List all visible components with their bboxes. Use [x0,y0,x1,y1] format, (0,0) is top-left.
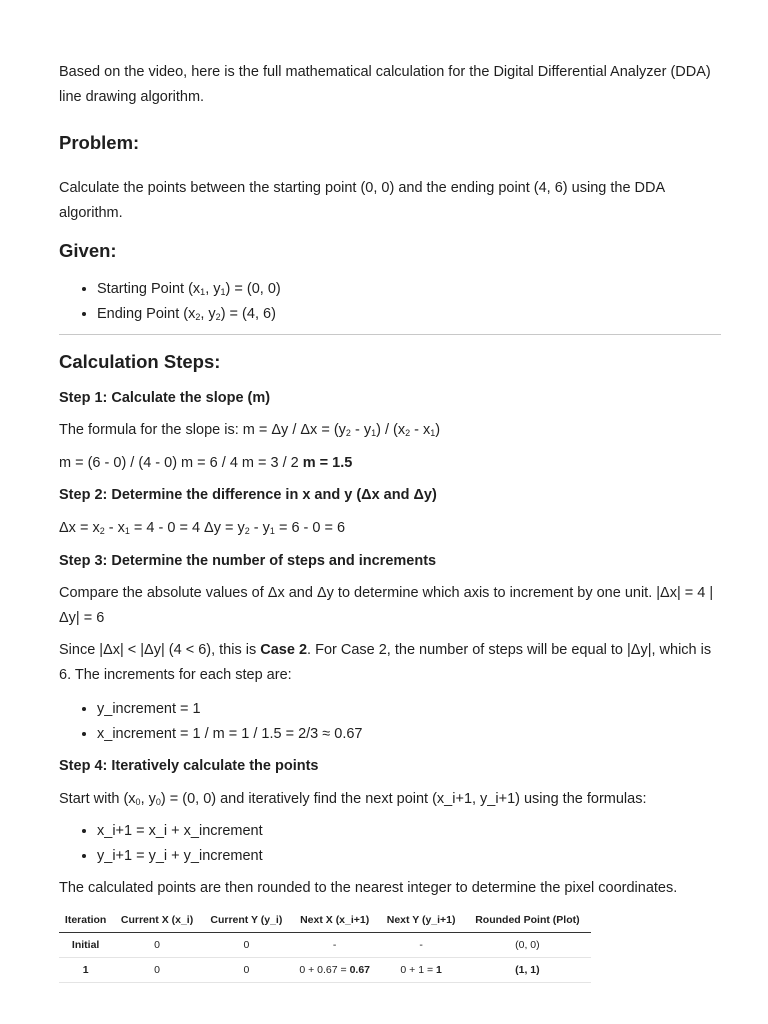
col-rounded-point: Rounded Point (Plot) [464,909,591,933]
step2-heading: Step 2: Determine the difference in x and y (Δx and Δy) [59,487,437,503]
step3-heading: Step 3: Determine the number of steps and increments [59,553,437,569]
given-list [59,277,281,326]
cell-current-x: 0 [112,933,202,958]
cell-next-x: - [291,933,379,958]
col-next-y: Next Y (y_i+1) [378,909,463,933]
col-next-x: Next X (x_i+1) [291,909,379,933]
list-item: • x_i+1 = x_i + x_increment [97,819,263,844]
given-heading: Given: [59,240,117,261]
cell-next-y: - [378,933,463,958]
table-row [59,958,591,983]
cell-iteration: Initial [59,933,112,958]
list-item: • x_increment = 1 / m = 1 / 1.5 = 2/3 ≈ 0.67 [97,722,362,747]
cell-next-y: 0 + 1 = 1 [378,958,463,983]
cell-iteration: 1 [59,958,112,983]
step1-heading: Step 1: Calculate the slope (m) [59,390,271,406]
case-paragraph: Since |Δx| < |Δy| (4 < 6), this is Case 2. For Case 2, the number of steps will be equal to |Δy|, which is 6. The increments for each step are: [59,642,712,683]
table-row [59,933,591,958]
divider [59,334,721,335]
iteration-table [59,909,591,983]
slope-calculation: m = (6 - 0) / (4 - 0) m = 6 / 4 m = 3 / 2 m = 1.5 [59,455,353,471]
slope-formula: The formula for the slope is: $m = \Delta y / \Delta x = (y_2 - y_1) / (x_2 - x_1)$ [59,422,441,438]
list-item: • y_i+1 = y_i + y_increment [97,844,263,869]
compare-paragraph: Compare the absolute values of Δx and Δy to determine which axis to increment by one unit. |Δx| = 4 |Δy| = 6 [59,585,714,626]
cell-next-x: 0 + 0.67 = 0.67 [291,958,379,983]
formula-list [59,819,263,868]
delta-calculation: $\Delta x = x_2 - x_1 = 4 - 0 = 4$ $\Delta y = y_2 - y_1 = 6 - 0 = 6$ [59,520,346,536]
cell-rounded-point: (1, 1) [464,958,591,983]
col-current-x: Current X (x_i) [112,909,202,933]
start-paragraph: Start with ($x_0$, $y_0) = (0$, 0) and iteratively find the next point (x_i+1, y_i+1) using the formulas: [59,791,647,807]
list-item: • y_increment = 1 [97,697,362,722]
cell-rounded-point: (0, 0) [464,933,591,958]
cell-current-x: 0 [112,958,202,983]
calc-heading: Calculation Steps: [59,351,221,372]
cell-current-y: 0 [202,933,291,958]
rounding-paragraph: The calculated points are then rounded to the nearest integer to determine the pixel coordinates. [59,880,678,896]
table-header-row [59,909,591,933]
problem-text: Calculate the points between the starting point (0, 0) and the ending point (4, 6) using the DDA algorithm. [59,180,665,221]
cell-current-y: 0 [202,958,291,983]
step4-heading: Step 4: Iteratively calculate the points [59,758,319,774]
intro-paragraph: Based on the video, here is the full mathematical calculation for the Digital Differential Analyzer (DDA) line drawing algorithm. [59,64,711,105]
problem-heading: Problem: [59,132,140,153]
col-current-y: Current Y (y_i) [202,909,291,933]
list-item: • Ending Point ($x_2$, $y_2) = (4$, 6) [97,302,281,327]
col-iteration: Iteration [59,909,112,933]
increment-list [59,697,362,746]
list-item: • Starting Point ($x_1$, $y_1) = (0$, 0) [97,277,281,302]
